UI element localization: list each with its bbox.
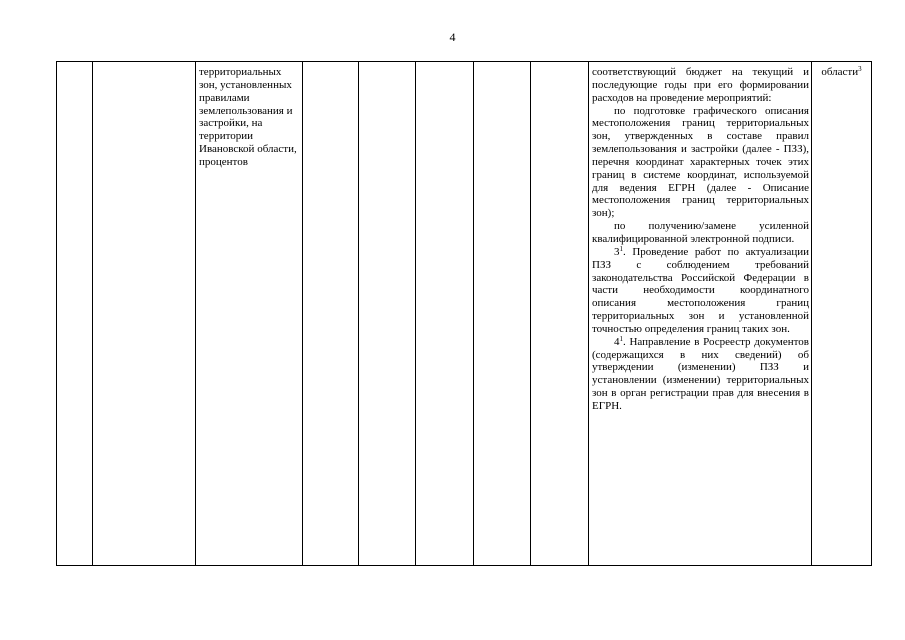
cell-value-2 xyxy=(359,62,416,566)
item-number: 4 xyxy=(614,335,620,348)
measures-item-4 xyxy=(592,336,809,413)
measures-paragraph: по подготовке графического описания местоположения границ территориальных зон, утвержденных в составе правил землепользования и застройки (далее - ПЗЗ), перечня координат характерных точек этих границ в системе координат, используемой для ведения ЕГРН (далее - Описание местоположения границ территориальных зон); xyxy=(592,104,809,220)
measures-item-3 xyxy=(592,246,809,336)
cell-indicator xyxy=(196,62,303,566)
document-table xyxy=(56,61,872,566)
cell-value-4 xyxy=(474,62,531,566)
footnote-mark: 3 xyxy=(858,65,862,73)
cell-value-3 xyxy=(416,62,474,566)
cell-value-5 xyxy=(531,62,589,566)
source-text xyxy=(812,62,871,79)
measures-paragraph: по получению/замене усиленной квалифицированной электронной подписи. xyxy=(592,220,809,245)
cell-name xyxy=(93,62,196,566)
footnote-mark: 1 xyxy=(619,334,623,343)
item-text: . Проведение работ по актуализации ПЗЗ с соблюдением требований законодательства Российской Федерации в части необходимости координатного описания местоположения границ территориальных зон и установленной точностью определения границ таких зон. xyxy=(592,245,809,335)
measures-paragraph: соответствующий бюджет на текущий и последующие годы при его формировании расходов на проведение мероприятий: xyxy=(592,66,809,104)
cell-source xyxy=(812,62,872,566)
indicator-text: территориальных зон, установленных правилами землепользования и застройки, на территории Ивановской области, процентов xyxy=(199,66,297,168)
table-row xyxy=(57,62,872,566)
item-text: . Направление в Росреестр документов (содержащихся в них сведений) об утверждении (изменении) ПЗЗ и установлении (изменении) территориальных зон в орган регистрации прав для внесения в ЕГРН. xyxy=(592,335,809,412)
item-number: 3 xyxy=(614,245,620,258)
cell-number xyxy=(57,62,93,566)
cell-value-1 xyxy=(303,62,359,566)
measures-text xyxy=(589,62,811,413)
footnote-mark: 1 xyxy=(619,244,623,253)
page-number: 4 xyxy=(449,30,456,44)
cell-measures xyxy=(589,62,812,566)
source-label: области xyxy=(821,66,859,78)
